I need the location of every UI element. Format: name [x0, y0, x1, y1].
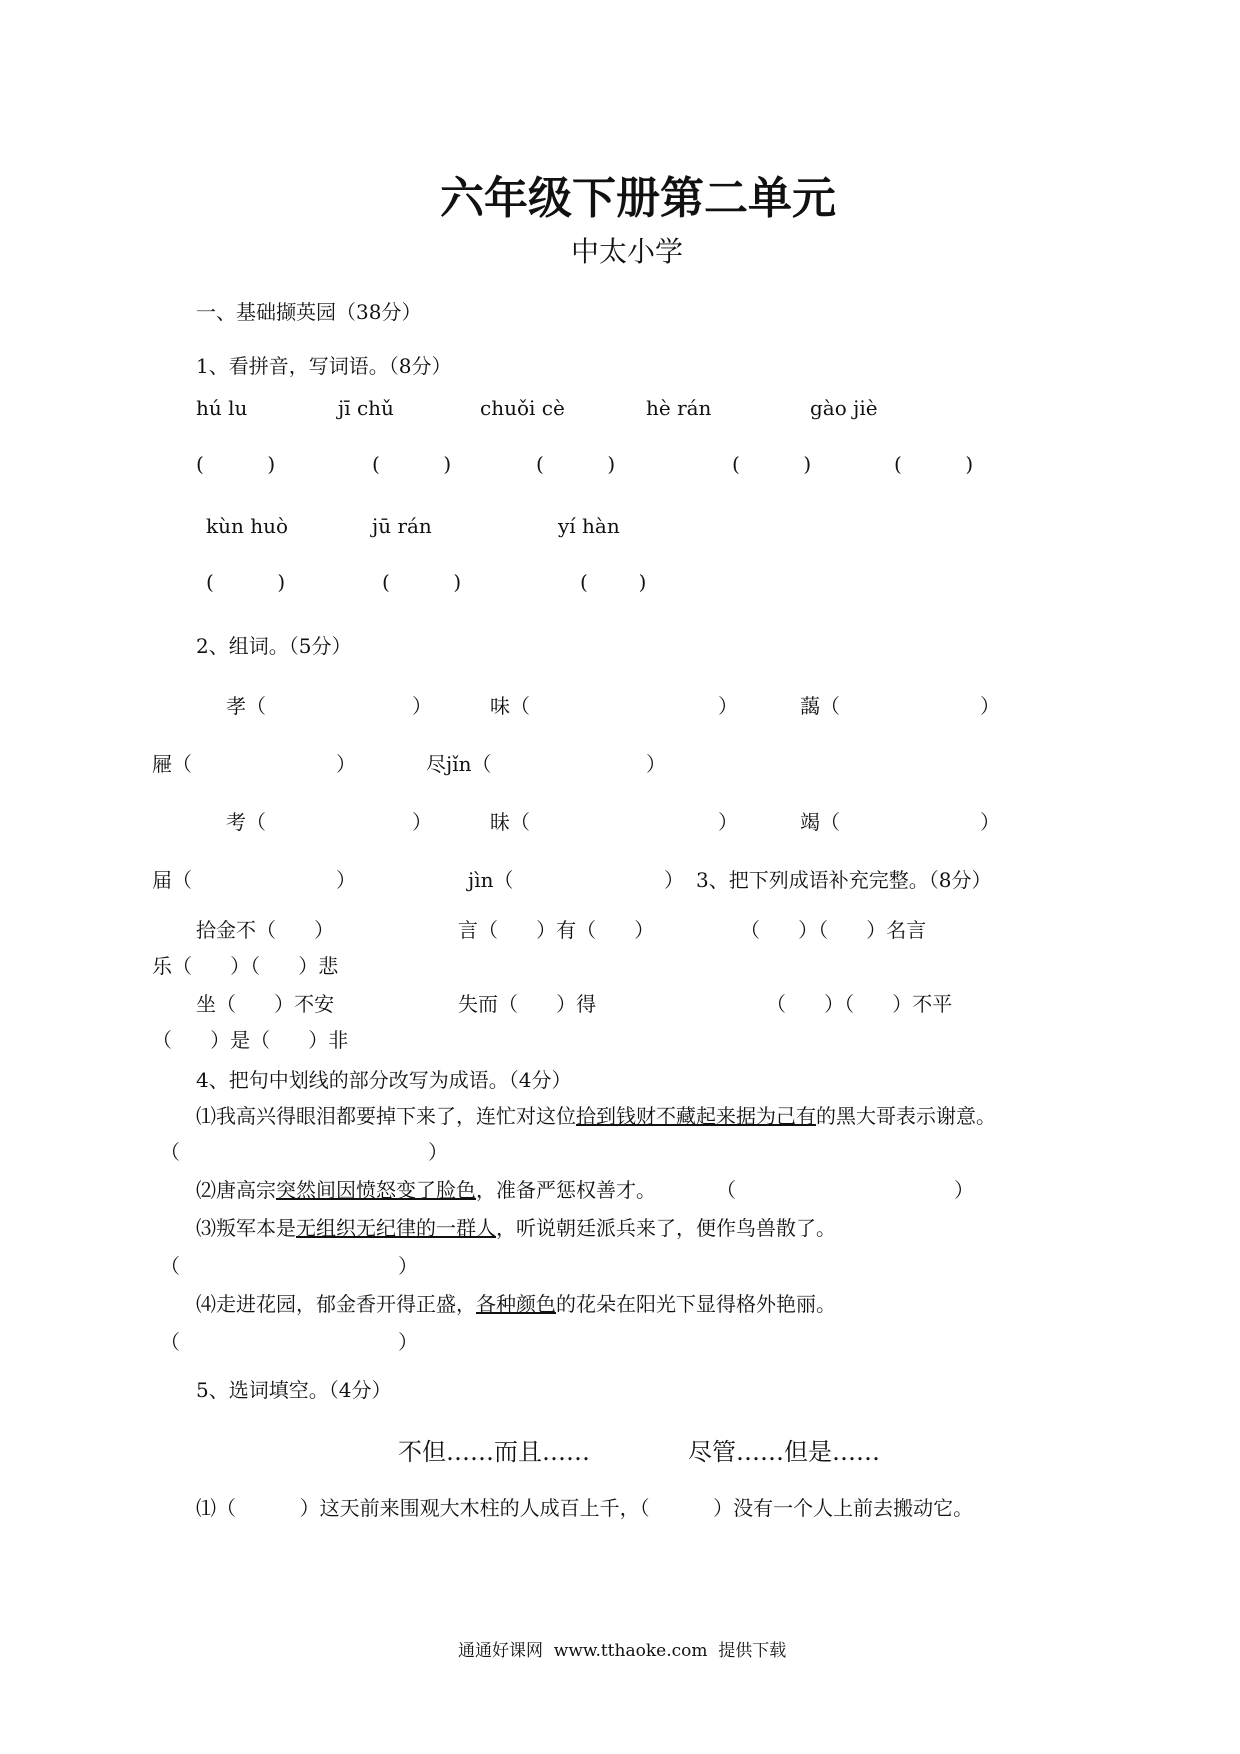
footer-text: 通通好课网 www.tthaoke.com 提供下载 [458, 1641, 787, 1661]
word-item: 竭（ [800, 810, 840, 834]
sentence-text: ，准备严惩权善才。 [476, 1178, 656, 1202]
idiom-item: 言（ ）有（ ） [458, 918, 655, 942]
school-name: 中太小学 [571, 235, 684, 268]
q2-prompt: 2、组词。（5分） [196, 634, 352, 658]
answer-blank[interactable]: ( ) [894, 452, 974, 476]
page-title: 六年级下册第二单元 [440, 173, 836, 224]
sentence-text: ⑴我高兴得眼泪都要掉下来了，连忙对这位 [196, 1104, 576, 1128]
answer-open[interactable]: （ [716, 1178, 736, 1202]
idiom-item: （ ）是（ ）非 [152, 1028, 349, 1052]
word-item: 屜（ [152, 752, 192, 776]
word-item: jìn（ [468, 868, 514, 892]
answer-blank[interactable]: ( ) [372, 452, 452, 476]
word-close: ） [980, 810, 1000, 834]
answer-blank[interactable]: ( ) [206, 570, 286, 594]
idiom-item: 失而（ ）得 [458, 992, 597, 1016]
q3-prompt: 3、把下列成语补充完整。（8分） [696, 868, 992, 892]
q1-prompt: 1、看拼音，写词语。（8分） [196, 354, 452, 378]
word-close: ） [412, 810, 432, 834]
word-item: 藹（ [800, 694, 840, 718]
sentence-text: ，听说朝廷派兵来了，便作鸟兽散了。 [496, 1216, 836, 1240]
answer-open[interactable]: （ [160, 1140, 180, 1164]
sentence-text: 的黑大哥表示谢意。 [816, 1104, 996, 1128]
word-close: ） [412, 694, 432, 718]
answer-open[interactable]: （ [160, 1254, 180, 1278]
sentence-2 [196, 1174, 656, 1203]
sentence-text: ⑶叛军本是 [196, 1216, 296, 1240]
q5-prompt: 5、选词填空。（4分） [196, 1378, 392, 1402]
word-item: 昧（ [490, 810, 530, 834]
idiom-item: （ ）（ ）不平 [766, 992, 953, 1016]
answer-blank[interactable]: ( ) [732, 452, 812, 476]
underlined-phrase: 无组织无纪律的一群人 [296, 1216, 496, 1240]
answer-blank[interactable]: ( ) [196, 452, 276, 476]
pinyin-item: jī chǔ [338, 396, 394, 420]
q4-prompt: 4、把句中划线的部分改写为成语。（4分） [196, 1068, 572, 1092]
word-close: ） [718, 810, 738, 834]
pinyin-item: jū rán [372, 514, 432, 538]
underlined-phrase: 拾到钱财不藏起来据为己有 [576, 1104, 816, 1128]
sentence-text: ⑵唐高宗 [196, 1178, 276, 1202]
idiom-item: 拾金不（ ） [196, 918, 335, 942]
word-close: ） [664, 868, 684, 892]
word-close: ） [718, 694, 738, 718]
sentence-1 [196, 1100, 996, 1129]
answer-close: ） [398, 1330, 418, 1354]
pinyin-item: gào jiè [810, 396, 878, 420]
idiom-item: （ ）（ ）名言 [740, 918, 927, 942]
word-close: ） [336, 868, 356, 892]
word-close: ） [646, 752, 666, 776]
word-item: 味（ [490, 694, 530, 718]
section-heading: 一、基础撷英园（38分） [196, 300, 422, 324]
idiom-item: 乐（ ）（ ）悲 [152, 954, 339, 978]
answer-close: ） [954, 1178, 974, 1202]
pinyin-item: hú lu [196, 396, 248, 420]
answer-blank[interactable]: ( ) [382, 570, 462, 594]
word-item: 考（ [226, 810, 266, 834]
word-close: ） [336, 752, 356, 776]
answer-blank[interactable]: ( ) [536, 452, 616, 476]
answer-open[interactable]: （ [160, 1330, 180, 1354]
idiom-item: 坐（ ）不安 [196, 992, 335, 1016]
sentence-4 [196, 1288, 836, 1317]
word-item: 尽jǐn（ [426, 752, 492, 776]
answer-close: ） [428, 1140, 448, 1164]
answer-blank[interactable]: ( ) [580, 570, 647, 594]
pinyin-item: yí hàn [558, 514, 620, 538]
sentence-text: ⑷走进花园，郁金香开得正盛， [196, 1292, 476, 1316]
word-close: ） [980, 694, 1000, 718]
pinyin-item: hè rán [646, 396, 712, 420]
pinyin-item: kùn huò [206, 514, 289, 538]
underlined-phrase: 各种颜色 [476, 1292, 556, 1316]
sentence-3 [196, 1212, 836, 1241]
pinyin-item: chuǒi cè [480, 396, 565, 420]
sentence-text: 的花朵在阳光下显得格外艳丽。 [556, 1292, 836, 1316]
word-item: 孝（ [226, 694, 266, 718]
word-item: 届（ [152, 868, 192, 892]
word-choice-1: 不但……而且…… [398, 1438, 590, 1466]
underlined-phrase: 突然间因愤怒变了脸色 [276, 1178, 476, 1202]
q5-sentence-1: ⑴（ ）这天前来围观大木柱的人成百上千，（ ）没有一个人上前去搬动它。 [196, 1496, 974, 1520]
answer-close: ） [398, 1254, 418, 1278]
word-choice-2: 尽管……但是…… [688, 1438, 880, 1466]
